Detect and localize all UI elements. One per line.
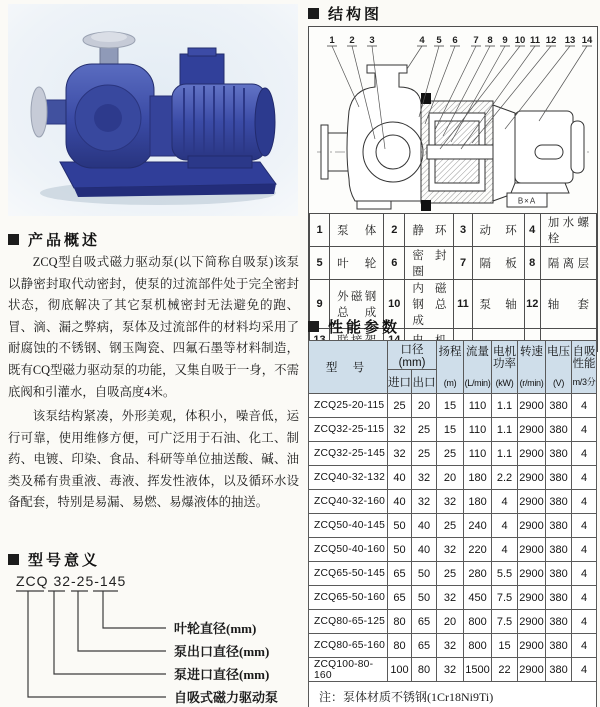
perf-cell-model: ZCQ65-50-160	[309, 586, 388, 610]
perf-cell-value: 280	[464, 562, 492, 586]
col-header-voltage: 电压 (V)	[546, 341, 572, 394]
col-header-flow: 流量 (L/min)	[464, 341, 492, 394]
perf-table-row	[309, 610, 597, 634]
col-header-selfprime: 自吸性能 m/3分	[572, 341, 597, 394]
callout-number: 4	[419, 35, 425, 46]
part-number-cell: 9	[310, 280, 330, 329]
perf-cell-value: 50	[388, 514, 412, 538]
perf-cell-model: ZCQ100-80-160	[309, 658, 388, 682]
perf-cell-value: 4	[572, 514, 597, 538]
perf-cell-value: 800	[464, 610, 492, 634]
perf-cell-model: ZCQ25-20-115	[309, 394, 388, 418]
perf-cell-value: 25	[437, 442, 464, 466]
perf-cell-value: 2900	[518, 418, 546, 442]
perf-cell-value: 4	[572, 562, 597, 586]
callout-number: 2	[349, 35, 355, 46]
section-title-text: 型号意义	[28, 552, 101, 569]
perf-cell-value: 1.1	[492, 418, 518, 442]
perf-cell-model: ZCQ50-40-160	[309, 538, 388, 562]
perf-cell-value: 25	[437, 514, 464, 538]
perf-cell-value: 5.5	[492, 562, 518, 586]
perf-cell-value: 25	[412, 442, 437, 466]
perf-cell-value: 380	[546, 490, 572, 514]
perf-table-row	[309, 586, 597, 610]
callout-number: 6	[452, 35, 458, 46]
callout-number: 11	[529, 35, 541, 46]
perf-cell-value: 25	[412, 418, 437, 442]
callout-number: 12	[545, 35, 557, 46]
section-title-text: 结构图	[328, 6, 383, 23]
part-name-cell: 密封圈	[405, 247, 454, 280]
perf-cell-value: 80	[388, 634, 412, 658]
perf-cell-value: 2900	[518, 466, 546, 490]
perf-cell-value: 800	[464, 634, 492, 658]
title-square-icon	[8, 234, 19, 245]
part-number-cell: 6	[384, 247, 405, 280]
perf-table-row	[309, 418, 597, 442]
part-name-cell: 泵体	[330, 214, 384, 247]
callout-number: 5	[436, 35, 442, 46]
perf-cell-value: 20	[437, 610, 464, 634]
section-title-structure	[308, 3, 382, 24]
perf-cell-value: 32	[412, 490, 437, 514]
perf-cell-value: 2900	[518, 634, 546, 658]
callout-leader-line	[407, 46, 422, 69]
perf-table-row	[309, 394, 597, 418]
perf-cell-value: 20	[412, 394, 437, 418]
col-header-head: 扬程 (m)	[437, 341, 464, 394]
part-name-cell: 动环	[472, 214, 524, 247]
perf-cell-value: 110	[464, 442, 492, 466]
perf-cell-model: ZCQ40-32-160	[309, 490, 388, 514]
perf-cell-value: 65	[412, 610, 437, 634]
callout-number: 8	[487, 35, 493, 46]
perf-cell-value: 4	[572, 538, 597, 562]
perf-cell-value: 15	[437, 418, 464, 442]
perf-cell-value: 4	[492, 490, 518, 514]
perf-cell-value: 65	[388, 562, 412, 586]
perf-cell-value: 4	[572, 610, 597, 634]
part-name-cell: 叶轮	[330, 247, 384, 280]
part-number-cell: 10	[384, 280, 405, 329]
perf-cell-value: 32	[388, 418, 412, 442]
col-header-caliber: 口径(mm)	[388, 341, 437, 370]
perf-table-row	[309, 658, 597, 682]
perf-cell-value: 40	[388, 466, 412, 490]
perf-cell-value: 1.1	[492, 442, 518, 466]
part-name-cell: 静环	[405, 214, 454, 247]
part-number-cell: 5	[310, 247, 330, 280]
perf-cell-value: 32	[437, 658, 464, 682]
perf-cell-value: 110	[464, 418, 492, 442]
perf-cell-value: 32	[437, 490, 464, 514]
perf-cell-model: ZCQ32-25-145	[309, 442, 388, 466]
perf-cell-value: 2900	[518, 394, 546, 418]
perf-cell-model: ZCQ50-40-145	[309, 514, 388, 538]
perf-cell-value: 380	[546, 586, 572, 610]
callout-number: 13	[564, 35, 576, 46]
perf-cell-value: 40	[388, 490, 412, 514]
perf-cell-value: 220	[464, 538, 492, 562]
perf-cell-value: 15	[437, 394, 464, 418]
perf-cell-value: 2900	[518, 514, 546, 538]
perf-cell-value: 380	[546, 418, 572, 442]
part-name-cell: 隔离层	[540, 247, 596, 280]
perf-cell-value: 4	[572, 490, 597, 514]
perf-cell-value: 380	[546, 562, 572, 586]
perf-cell-value: 80	[388, 610, 412, 634]
callout-number: 10	[514, 35, 526, 46]
section-title-text: 产品概述	[28, 232, 101, 249]
part-number-cell: 11	[454, 280, 472, 329]
perf-cell-model: ZCQ40-32-132	[309, 466, 388, 490]
perf-cell-value: 380	[546, 538, 572, 562]
perf-cell-value: 32	[412, 466, 437, 490]
perf-cell-value: 2900	[518, 658, 546, 682]
perf-cell-value: 380	[546, 514, 572, 538]
perf-cell-value: 100	[388, 658, 412, 682]
part-number-cell: 7	[454, 247, 472, 280]
col-header-power: 电机功率 (kW)	[492, 341, 518, 394]
perf-table-row	[309, 442, 597, 466]
perf-cell-model: ZCQ32-25-115	[309, 418, 388, 442]
perf-cell-model: ZCQ65-50-145	[309, 562, 388, 586]
perf-cell-value: 7.5	[492, 610, 518, 634]
perf-cell-value: 32	[388, 442, 412, 466]
perf-table-row	[309, 514, 597, 538]
structure-svg	[309, 27, 595, 213]
part-name-cell: 隔板	[472, 247, 524, 280]
perf-table-row	[309, 538, 597, 562]
perf-cell-value: 40	[412, 538, 437, 562]
col-header-inlet: 进口	[388, 370, 412, 394]
perf-cell-value: 22	[492, 658, 518, 682]
perf-cell-value: 380	[546, 442, 572, 466]
part-number-cell: 3	[454, 214, 472, 247]
parts-table-row	[310, 247, 597, 280]
table-note: 注：泵体材质不锈钢(1Cr18Ni9Ti)	[309, 682, 597, 707]
perf-cell-value: 32	[437, 538, 464, 562]
col-header-outlet: 出口	[412, 370, 437, 394]
callout-number: 1	[329, 35, 335, 46]
perf-cell-value: 7.5	[492, 586, 518, 610]
callout-number: 3	[369, 35, 375, 46]
perf-table-row	[309, 562, 597, 586]
part-number-cell: 4	[524, 214, 540, 247]
model-meaning-lines	[16, 591, 166, 697]
perf-cell-value: 2900	[518, 442, 546, 466]
perf-cell-value: 50	[388, 538, 412, 562]
perf-table-row	[309, 634, 597, 658]
perf-cell-value: 4	[572, 418, 597, 442]
section-title-text: 性能参数	[328, 319, 401, 336]
performance-table	[308, 340, 597, 707]
model-code: ZCQ 32-25-145	[16, 573, 127, 589]
perf-table-body	[309, 394, 597, 682]
perf-cell-value: 2.2	[492, 466, 518, 490]
section-title-performance	[308, 316, 400, 337]
model-meaning-label: 泵进口直径(mm)	[174, 667, 270, 682]
perf-cell-value: 50	[412, 586, 437, 610]
callout-leader-line	[539, 46, 587, 121]
perf-cell-value: 4	[572, 634, 597, 658]
callout-number: 14	[581, 35, 593, 46]
perf-cell-value: 80	[412, 658, 437, 682]
perf-cell-value: 65	[412, 634, 437, 658]
perf-cell-value: 380	[546, 610, 572, 634]
perf-cell-value: 450	[464, 586, 492, 610]
perf-cell-value: 2900	[518, 490, 546, 514]
perf-cell-value: 4	[492, 538, 518, 562]
title-square-icon	[308, 321, 319, 332]
perf-cell-value: 380	[546, 394, 572, 418]
perf-cell-value: 4	[572, 442, 597, 466]
part-number-cell: 12	[524, 280, 540, 329]
perf-cell-value: 4	[572, 394, 597, 418]
part-number-cell: 2	[384, 214, 405, 247]
dimension-label: B×A	[517, 196, 537, 206]
perf-cell-value: 50	[412, 562, 437, 586]
perf-table-row	[309, 490, 597, 514]
part-number-cell: 8	[524, 247, 540, 280]
pump-illustration	[8, 4, 298, 216]
perf-cell-value: 32	[437, 586, 464, 610]
perf-table-row	[309, 466, 597, 490]
perf-cell-value: 4	[572, 586, 597, 610]
perf-cell-value: 240	[464, 514, 492, 538]
perf-cell-value: 1500	[464, 658, 492, 682]
overview-paragraph-1: ZCQ型自吸式磁力驱动泵(以下简称自吸泵)该泵以静密封取代动密封，使泵的过流部件处于完全密封状态，彻底解决了其它泵机械密封无法避免的跑、冒、滴、漏之弊病，泵体及过流部件的材料均采用了耐腐蚀的不锈钢、钢玉陶瓷、四氟石墨等材料制造，既有CQ型磁力驱动泵的功能，又集自吸于一身，不需底阀和引灌水，自吸高度4米。	[8, 255, 299, 399]
perf-cell-value: 15	[492, 634, 518, 658]
perf-cell-value: 65	[388, 586, 412, 610]
section-title-model	[8, 549, 100, 570]
perf-cell-value: 20	[437, 466, 464, 490]
part-name-cell: 内磁钢总成	[405, 280, 454, 329]
model-meaning-label: 泵出口直径(mm)	[174, 644, 270, 659]
callout-leader-line	[332, 46, 359, 107]
perf-cell-value: 380	[546, 658, 572, 682]
perf-cell-value: 25	[388, 394, 412, 418]
perf-cell-value: 2900	[518, 538, 546, 562]
part-name-cell: 泵轴	[472, 280, 524, 329]
col-header-speed: 转速 (r/min)	[518, 341, 546, 394]
product-photo	[8, 4, 298, 216]
perf-cell-value: 2900	[518, 586, 546, 610]
perf-cell-model: ZCQ80-65-125	[309, 610, 388, 634]
overview-paragraph-2: 该泵结构紧凑，外形美观，体积小，噪音低，运行可靠，使用维修方便，可广泛用于石油、化工、制药、电镀、印染、食品、科研等单位抽送酸、碱、油类及稀有贵重液、毒液、挥发性液体，以及循环水设备配套，特别是易漏、易燃、易爆液体的抽送。	[8, 409, 299, 510]
part-number-cell: 1	[310, 214, 330, 247]
model-meaning-label: 自吸式磁力驱动泵	[174, 690, 279, 705]
title-square-icon	[308, 8, 319, 19]
part-name-cell: 轴套	[540, 280, 596, 329]
perf-cell-value: 2900	[518, 562, 546, 586]
perf-cell-value: 380	[546, 466, 572, 490]
structure-diagram-box	[308, 26, 598, 352]
perf-cell-value: 110	[464, 394, 492, 418]
part-name-cell: 外磁钢总成	[330, 280, 384, 329]
perf-cell-value: 25	[437, 562, 464, 586]
perf-cell-model: ZCQ80-65-160	[309, 634, 388, 658]
model-meaning-label: 叶轮直径(mm)	[174, 621, 257, 636]
part-name-cell: 加水螺栓	[540, 214, 596, 247]
perf-cell-value: 180	[464, 466, 492, 490]
col-header-model: 型 号	[309, 341, 388, 394]
model-meaning-diagram	[8, 570, 299, 707]
callout-number: 9	[502, 35, 508, 46]
title-square-icon	[8, 554, 19, 565]
perf-cell-value: 32	[437, 634, 464, 658]
perf-cell-value: 2900	[518, 610, 546, 634]
perf-cell-value: 40	[412, 514, 437, 538]
perf-cell-value: 180	[464, 490, 492, 514]
perf-cell-value: 380	[546, 634, 572, 658]
perf-cell-value: 4	[572, 466, 597, 490]
perf-cell-value: 1.1	[492, 394, 518, 418]
section-title-overview	[8, 229, 100, 250]
callout-number: 7	[473, 35, 479, 46]
parts-table-row	[310, 214, 597, 247]
perf-cell-value: 4	[492, 514, 518, 538]
perf-cell-value: 4	[572, 658, 597, 682]
